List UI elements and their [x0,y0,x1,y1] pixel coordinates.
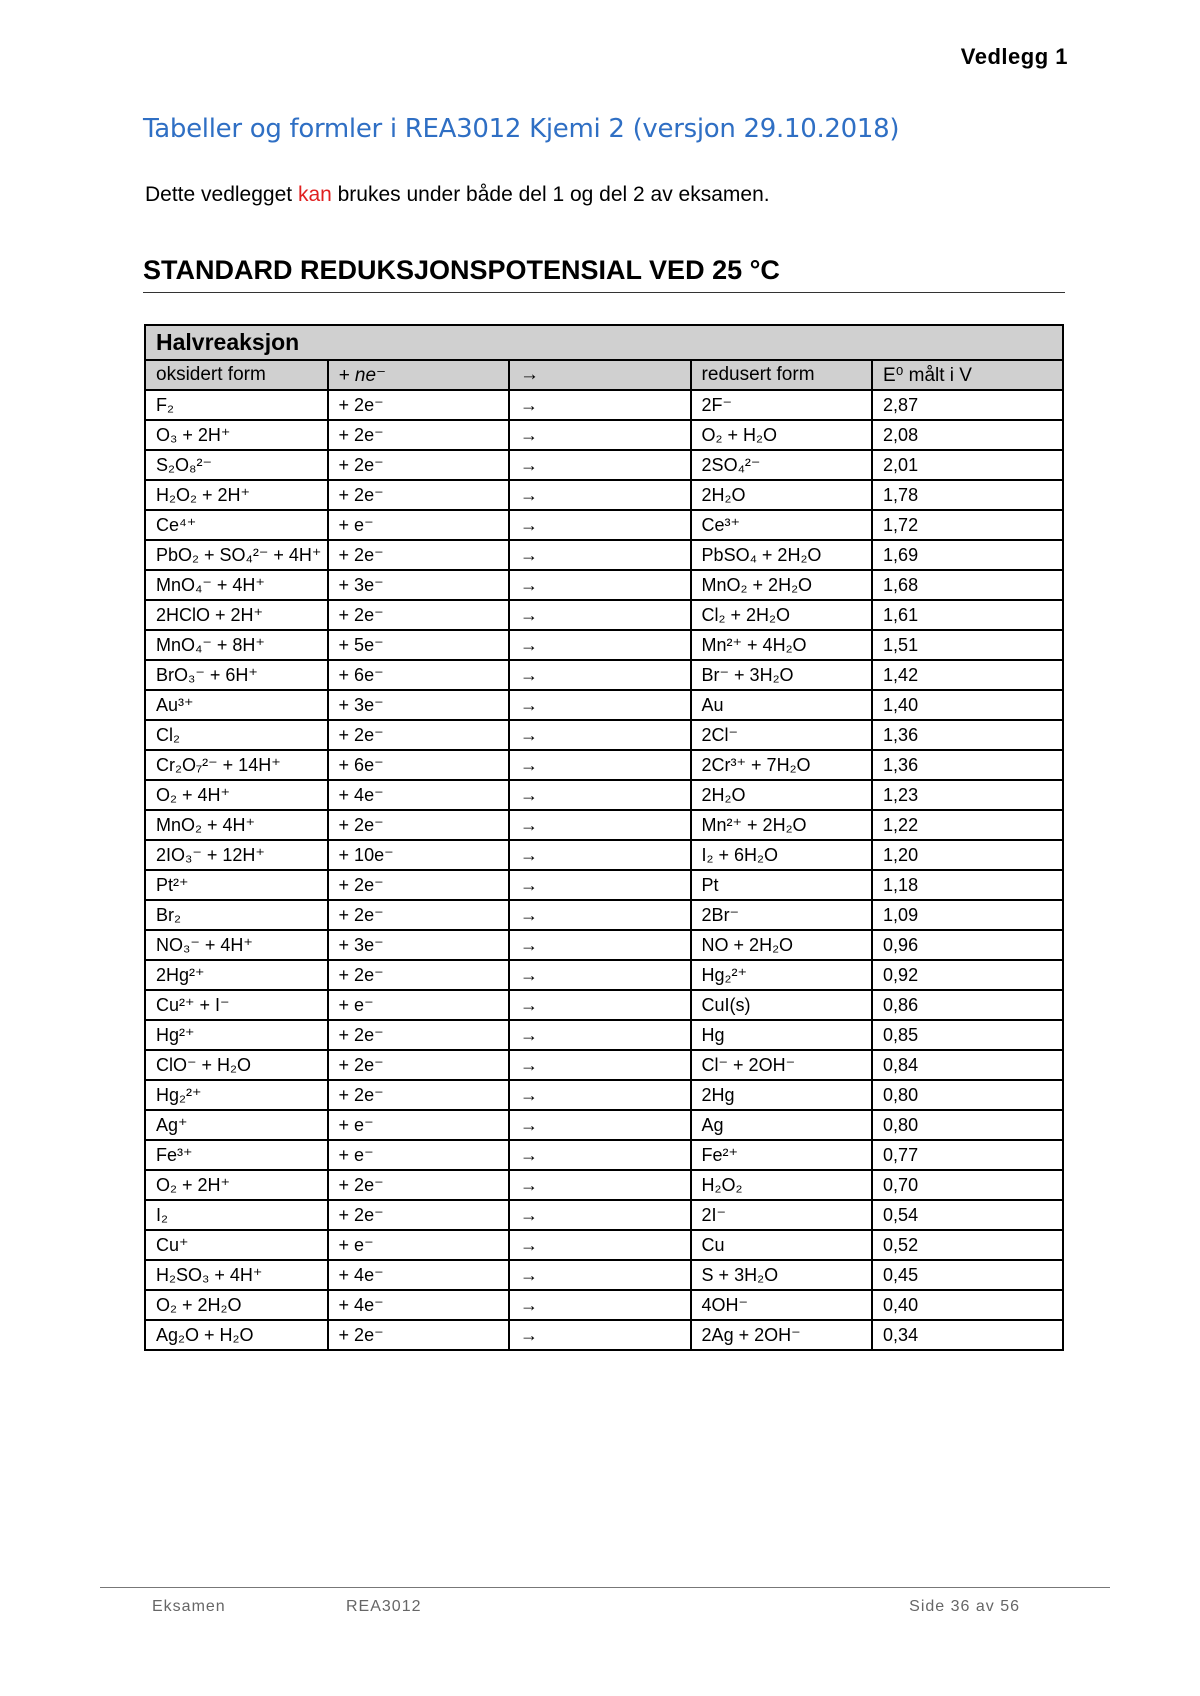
cell-arrow: → [509,540,691,570]
cell-reduced-form: H₂O₂ [691,1170,873,1200]
table-row [145,1200,1063,1230]
cell-oxidized-form: O₃ + 2H⁺ [145,420,328,450]
cell-arrow: → [509,930,691,960]
cell-potential: 0,96 [872,930,1063,960]
cell-reduced-form: Hg [691,1020,873,1050]
cell-oxidized-form: Br₂ [145,900,328,930]
cell-oxidized-form: Cl₂ [145,720,328,750]
column-header-reduced: redusert form [691,360,873,390]
cell-oxidized-form: Ag₂O + H₂O [145,1320,328,1350]
table-row [145,930,1063,960]
cell-oxidized-form: MnO₄⁻ + 4H⁺ [145,570,328,600]
cell-arrow: → [509,570,691,600]
cell-reduced-form: 2Ag + 2OH⁻ [691,1320,873,1350]
cell-oxidized-form: Ce⁴⁺ [145,510,328,540]
cell-oxidized-form: Cr₂O₇²⁻ + 14H⁺ [145,750,328,780]
table-row [145,660,1063,690]
cell-potential: 0,52 [872,1230,1063,1260]
cell-arrow: → [509,960,691,990]
cell-electrons: + e⁻ [328,1140,510,1170]
cell-potential: 2,87 [872,390,1063,420]
cell-reduced-form: Ce³⁺ [691,510,873,540]
cell-oxidized-form: O₂ + 4H⁺ [145,780,328,810]
cell-reduced-form: 2I⁻ [691,1200,873,1230]
appendix-label: Vedlegg 1 [960,44,1068,69]
table-row [145,780,1063,810]
cell-reduced-form: PbSO₄ + 2H₂O [691,540,873,570]
cell-oxidized-form: Ag⁺ [145,1110,328,1140]
cell-arrow: → [509,1200,691,1230]
cell-oxidized-form: 2HClO + 2H⁺ [145,600,328,630]
cell-reduced-form: Cl₂ + 2H₂O [691,600,873,630]
cell-reduced-form: S + 3H₂O [691,1260,873,1290]
cell-electrons: + 2e⁻ [328,810,510,840]
table-row [145,750,1063,780]
cell-oxidized-form: 2Hg²⁺ [145,960,328,990]
cell-oxidized-form: ClO⁻ + H₂O [145,1050,328,1080]
cell-arrow: → [509,840,691,870]
cell-electrons: + 4e⁻ [328,780,510,810]
cell-electrons: + 2e⁻ [328,1320,510,1350]
cell-electrons: + 2e⁻ [328,1170,510,1200]
table-row [145,1290,1063,1320]
intro-after: brukes under både del 1 og del 2 av eksamen. [331,183,770,206]
cell-potential: 1,36 [872,720,1063,750]
cell-reduced-form: 2Hg [691,1080,873,1110]
cell-oxidized-form: PbO₂ + SO₄²⁻ + 4H⁺ [145,540,328,570]
section-heading: STANDARD REDUKSJONSPOTENSIAL VED 25 °C [143,255,1065,293]
cell-reduced-form: 2F⁻ [691,390,873,420]
cell-electrons: + 2e⁻ [328,870,510,900]
cell-electrons: + 2e⁻ [328,420,510,450]
footer-rule [100,1587,1110,1588]
cell-reduced-form: Cu [691,1230,873,1260]
cell-oxidized-form: Pt²⁺ [145,870,328,900]
cell-arrow: → [509,1290,691,1320]
table-row [145,840,1063,870]
cell-arrow: → [509,1020,691,1050]
cell-oxidized-form: I₂ [145,1200,328,1230]
cell-potential: 0,85 [872,1020,1063,1050]
cell-electrons: + 2e⁻ [328,540,510,570]
cell-potential: 0,80 [872,1080,1063,1110]
cell-potential: 2,01 [872,450,1063,480]
cell-arrow: → [509,1050,691,1080]
cell-oxidized-form: O₂ + 2H₂O [145,1290,328,1320]
cell-electrons: + 3e⁻ [328,690,510,720]
cell-electrons: + 6e⁻ [328,750,510,780]
cell-arrow: → [509,660,691,690]
cell-potential: 1,61 [872,600,1063,630]
table-row [145,1260,1063,1290]
cell-oxidized-form: Cu²⁺ + I⁻ [145,990,328,1020]
cell-oxidized-form: Hg₂²⁺ [145,1080,328,1110]
cell-potential: 1,42 [872,660,1063,690]
cell-potential: 1,78 [872,480,1063,510]
cell-electrons: + 2e⁻ [328,960,510,990]
cell-potential: 0,77 [872,1140,1063,1170]
cell-reduced-form: 2H₂O [691,480,873,510]
table-row [145,480,1063,510]
cell-electrons: + 2e⁻ [328,1200,510,1230]
cell-electrons: + 2e⁻ [328,450,510,480]
cell-electrons: + 6e⁻ [328,660,510,690]
cell-arrow: → [509,1140,691,1170]
cell-oxidized-form: F₂ [145,390,328,420]
table-row [145,420,1063,450]
intro-before: Dette vedlegget [145,183,298,206]
cell-reduced-form: 2Br⁻ [691,900,873,930]
table-row [145,1230,1063,1260]
table-group-header: Halvreaksjon [145,325,1063,360]
cell-arrow: → [509,810,691,840]
cell-electrons: + e⁻ [328,510,510,540]
cell-arrow: → [509,1320,691,1350]
cell-arrow: → [509,1260,691,1290]
cell-oxidized-form: MnO₂ + 4H⁺ [145,810,328,840]
cell-reduced-form: O₂ + H₂O [691,420,873,450]
cell-reduced-form: Mn²⁺ + 2H₂O [691,810,873,840]
cell-potential: 0,34 [872,1320,1063,1350]
table-row [145,390,1063,420]
cell-electrons: + e⁻ [328,1230,510,1260]
column-header-arrow: → [509,360,691,390]
cell-electrons: + 2e⁻ [328,720,510,750]
cell-arrow: → [509,1110,691,1140]
cell-reduced-form: I₂ + 6H₂O [691,840,873,870]
table-row [145,1050,1063,1080]
cell-potential: 0,70 [872,1170,1063,1200]
cell-reduced-form: 2SO₄²⁻ [691,450,873,480]
cell-reduced-form: Hg₂²⁺ [691,960,873,990]
cell-electrons: + 2e⁻ [328,600,510,630]
cell-reduced-form: Au [691,690,873,720]
cell-reduced-form: MnO₂ + 2H₂O [691,570,873,600]
table-row [145,1140,1063,1170]
cell-oxidized-form: BrO₃⁻ + 6H⁺ [145,660,328,690]
cell-electrons: + e⁻ [328,1110,510,1140]
reduction-potential-table [144,324,1064,1351]
cell-reduced-form: NO + 2H₂O [691,930,873,960]
cell-potential: 1,23 [872,780,1063,810]
cell-electrons: + 2e⁻ [328,390,510,420]
cell-potential: 0,54 [872,1200,1063,1230]
cell-reduced-form: Mn²⁺ + 4H₂O [691,630,873,660]
cell-electrons: + 4e⁻ [328,1290,510,1320]
cell-electrons: + 3e⁻ [328,930,510,960]
cell-potential: 1,68 [872,570,1063,600]
cell-oxidized-form: MnO₄⁻ + 8H⁺ [145,630,328,660]
cell-oxidized-form: Au³⁺ [145,690,328,720]
table-row [145,1020,1063,1050]
cell-potential: 1,36 [872,750,1063,780]
cell-potential: 1,51 [872,630,1063,660]
cell-electrons: + 2e⁻ [328,900,510,930]
table-row [145,960,1063,990]
cell-reduced-form: Ag [691,1110,873,1140]
table-row [145,1080,1063,1110]
cell-oxidized-form: S₂O₈²⁻ [145,450,328,480]
cell-arrow: → [509,750,691,780]
cell-reduced-form: 2Cr³⁺ + 7H₂O [691,750,873,780]
cell-electrons: + 2e⁻ [328,1080,510,1110]
cell-arrow: → [509,990,691,1020]
cell-arrow: → [509,480,691,510]
column-header-oxidized: oksidert form [145,360,328,390]
column-header-potential: E⁰ målt i V [872,360,1063,390]
cell-electrons: + e⁻ [328,990,510,1020]
cell-reduced-form: 4OH⁻ [691,1290,873,1320]
cell-reduced-form: 2Cl⁻ [691,720,873,750]
cell-potential: 2,08 [872,420,1063,450]
footer-page-number: Side 36 av 56 [909,1598,1020,1615]
cell-arrow: → [509,900,691,930]
cell-electrons: + 2e⁻ [328,1020,510,1050]
cell-electrons: + 10e⁻ [328,840,510,870]
cell-arrow: → [509,600,691,630]
cell-reduced-form: Pt [691,870,873,900]
cell-oxidized-form: 2IO₃⁻ + 12H⁺ [145,840,328,870]
footer-left: Eksamen [152,1598,226,1615]
intro-text [145,183,770,207]
table-row [145,630,1063,660]
cell-oxidized-form: H₂O₂ + 2H⁺ [145,480,328,510]
table-row [145,690,1063,720]
cell-reduced-form: 2H₂O [691,780,873,810]
table-row [145,600,1063,630]
cell-arrow: → [509,720,691,750]
cell-oxidized-form: O₂ + 2H⁺ [145,1170,328,1200]
cell-reduced-form: Cl⁻ + 2OH⁻ [691,1050,873,1080]
cell-oxidized-form: Hg²⁺ [145,1020,328,1050]
cell-arrow: → [509,450,691,480]
cell-electrons: + 4e⁻ [328,1260,510,1290]
table-row [145,990,1063,1020]
cell-potential: 0,92 [872,960,1063,990]
cell-electrons: + 5e⁻ [328,630,510,660]
cell-arrow: → [509,1230,691,1260]
table-body [145,390,1063,1350]
table-row [145,450,1063,480]
table-row [145,720,1063,750]
cell-reduced-form: Fe²⁺ [691,1140,873,1170]
table-row [145,510,1063,540]
cell-potential: 0,86 [872,990,1063,1020]
cell-potential: 1,18 [872,870,1063,900]
cell-potential: 0,84 [872,1050,1063,1080]
table-row [145,1110,1063,1140]
document-title: Tabeller og formler i REA3012 Kjemi 2 (versjon 29.10.2018) [143,114,900,144]
table-row [145,540,1063,570]
potentials-table-wrapper [144,324,1064,1351]
cell-arrow: → [509,420,691,450]
table-row [145,810,1063,840]
table-row [145,1170,1063,1200]
cell-oxidized-form: H₂SO₃ + 4H⁺ [145,1260,328,1290]
cell-arrow: → [509,1080,691,1110]
cell-arrow: → [509,1170,691,1200]
cell-arrow: → [509,630,691,660]
table-row [145,870,1063,900]
cell-potential: 0,80 [872,1110,1063,1140]
cell-electrons: + 2e⁻ [328,1050,510,1080]
table-row [145,1320,1063,1350]
cell-reduced-form: CuI(s) [691,990,873,1020]
cell-electrons: + 2e⁻ [328,480,510,510]
table-row [145,570,1063,600]
cell-potential: 0,45 [872,1260,1063,1290]
cell-oxidized-form: Fe³⁺ [145,1140,328,1170]
cell-arrow: → [509,390,691,420]
cell-potential: 1,20 [872,840,1063,870]
cell-potential: 1,40 [872,690,1063,720]
cell-potential: 1,09 [872,900,1063,930]
cell-arrow: → [509,510,691,540]
cell-potential: 1,22 [872,810,1063,840]
table-row [145,900,1063,930]
cell-arrow: → [509,870,691,900]
cell-potential: 1,69 [872,540,1063,570]
cell-oxidized-form: NO₃⁻ + 4H⁺ [145,930,328,960]
cell-arrow: → [509,780,691,810]
footer-middle: REA3012 [346,1598,422,1615]
cell-arrow: → [509,690,691,720]
cell-potential: 0,40 [872,1290,1063,1320]
cell-reduced-form: Br⁻ + 3H₂O [691,660,873,690]
intro-highlight: kan [297,183,332,206]
cell-oxidized-form: Cu⁺ [145,1230,328,1260]
cell-potential: 1,72 [872,510,1063,540]
column-header-electrons: + ne⁻ [328,360,510,390]
cell-electrons: + 3e⁻ [328,570,510,600]
